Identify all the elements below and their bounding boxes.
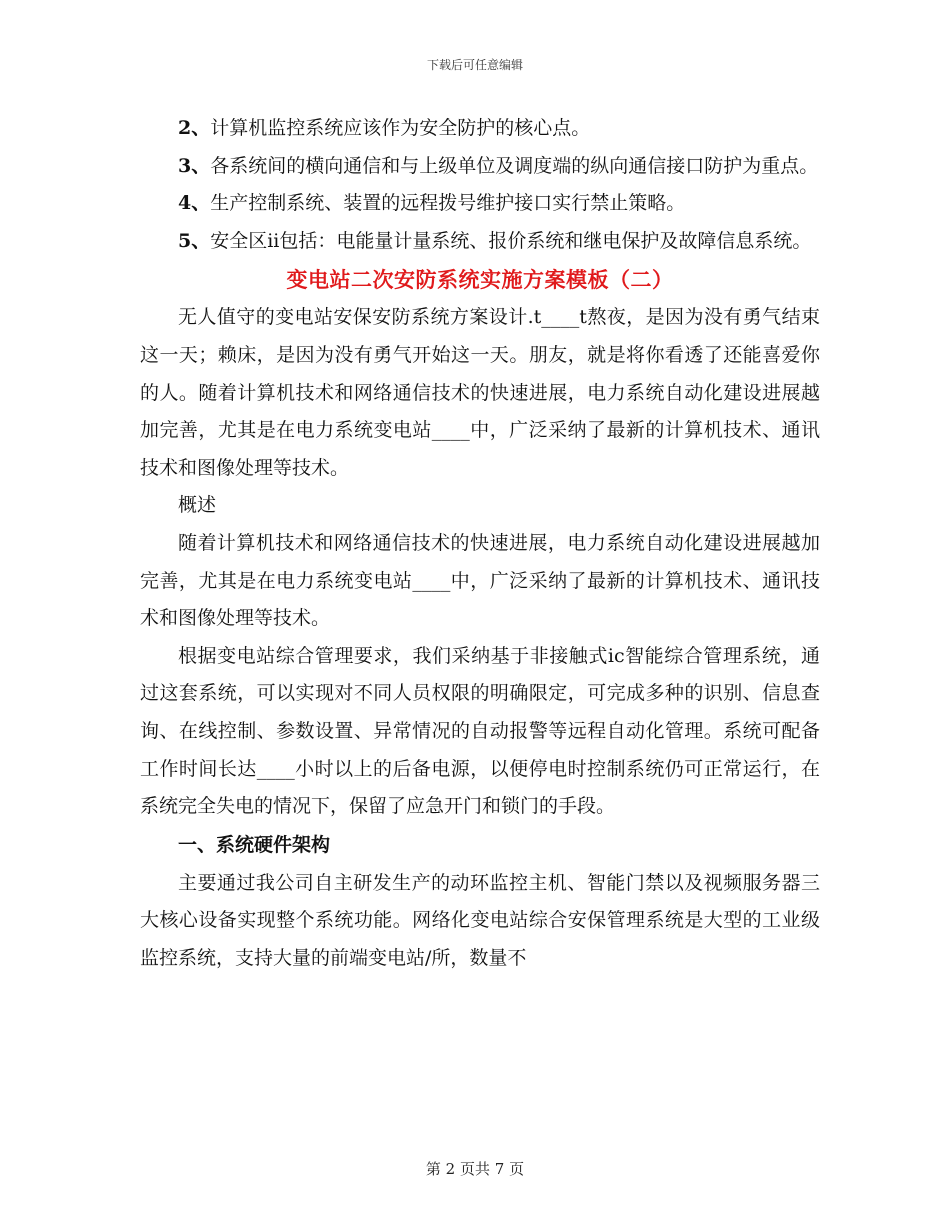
item-number: 3、 bbox=[178, 154, 211, 177]
overview-paragraph: 随着计算机技术和网络通信技术的快速进展，电力系统自动化建设进展越加完善，尤其是在电力系统变电站____中，广泛采纳了最新的计算机技术、通讯技术和图像处理等技术。 bbox=[140, 531, 820, 630]
section-title: 变电站二次安防系统实施方案模板（二） bbox=[286, 267, 674, 293]
item-number: 5、 bbox=[178, 229, 211, 252]
list-item bbox=[140, 223, 820, 261]
page-footer: 第 2 页共 7 页 bbox=[425, 1160, 525, 1178]
item-text: 安全区ii包括：电能量计量系统、报价系统和继电保护及故障信息系统。 bbox=[210, 229, 812, 252]
list-item bbox=[140, 185, 820, 223]
item-text: 生产控制系统、装置的远程拨号维护接口实行禁止策略。 bbox=[210, 192, 686, 215]
hardware-paragraph: 主要通过我公司自主研发生产的动环监控主机、智能门禁以及视频服务器三大核心设备实现整个系统功能。网络化变电站综合安保管理系统是大型的工业级监控系统，支持大量的前端变电站/所，数量不 bbox=[140, 871, 820, 969]
document-body bbox=[140, 110, 820, 977]
page-header: 下载后可任意编辑 bbox=[426, 58, 523, 72]
hardware-heading: 一、系统硬件架构 bbox=[178, 833, 331, 856]
list-item bbox=[140, 110, 820, 148]
item-number: 4、 bbox=[178, 192, 211, 215]
list-item bbox=[140, 148, 820, 186]
overview-label: 概述 bbox=[178, 494, 217, 517]
item-text: 各系统间的横向通信和与上级单位及调度端的纵向通信接口防护为重点。 bbox=[210, 154, 819, 177]
item-text: 计算机监控系统应该作为安全防护的核心点。 bbox=[210, 117, 591, 139]
item-number: 2、 bbox=[178, 117, 211, 139]
intro-paragraph: 无人值守的变电站安保安防系统方案设计.t____t熬夜，是因为没有勇气结束这一天；赖床，是因为没有勇气开始这一天。朋友，就是将你看透了还能喜爱你的人。随着计算机技术和网络通信技术的快速进展，电力系统自动化建设进展越加完善，尤其是在电力系统变电站____中，广泛采纳了最新的计算机技术、通讯技术和图像处理等技术。 bbox=[140, 306, 820, 479]
management-paragraph: 根据变电站综合管理要求，我们采纳基于非接触式ic智能综合管理系统，通过这套系统，可以实现对不同人员权限的明确限定，可完成多种的识别、信息查询、在线控制、参数设置、异常情况的自动报警等远程自动化管理。系统可配备工作时间长达____小时以上的后备电源，以便停电时控制系统仍可正常运行，在系统完全失电的情况下，保留了应急开门和锁门的手段。 bbox=[140, 644, 820, 818]
